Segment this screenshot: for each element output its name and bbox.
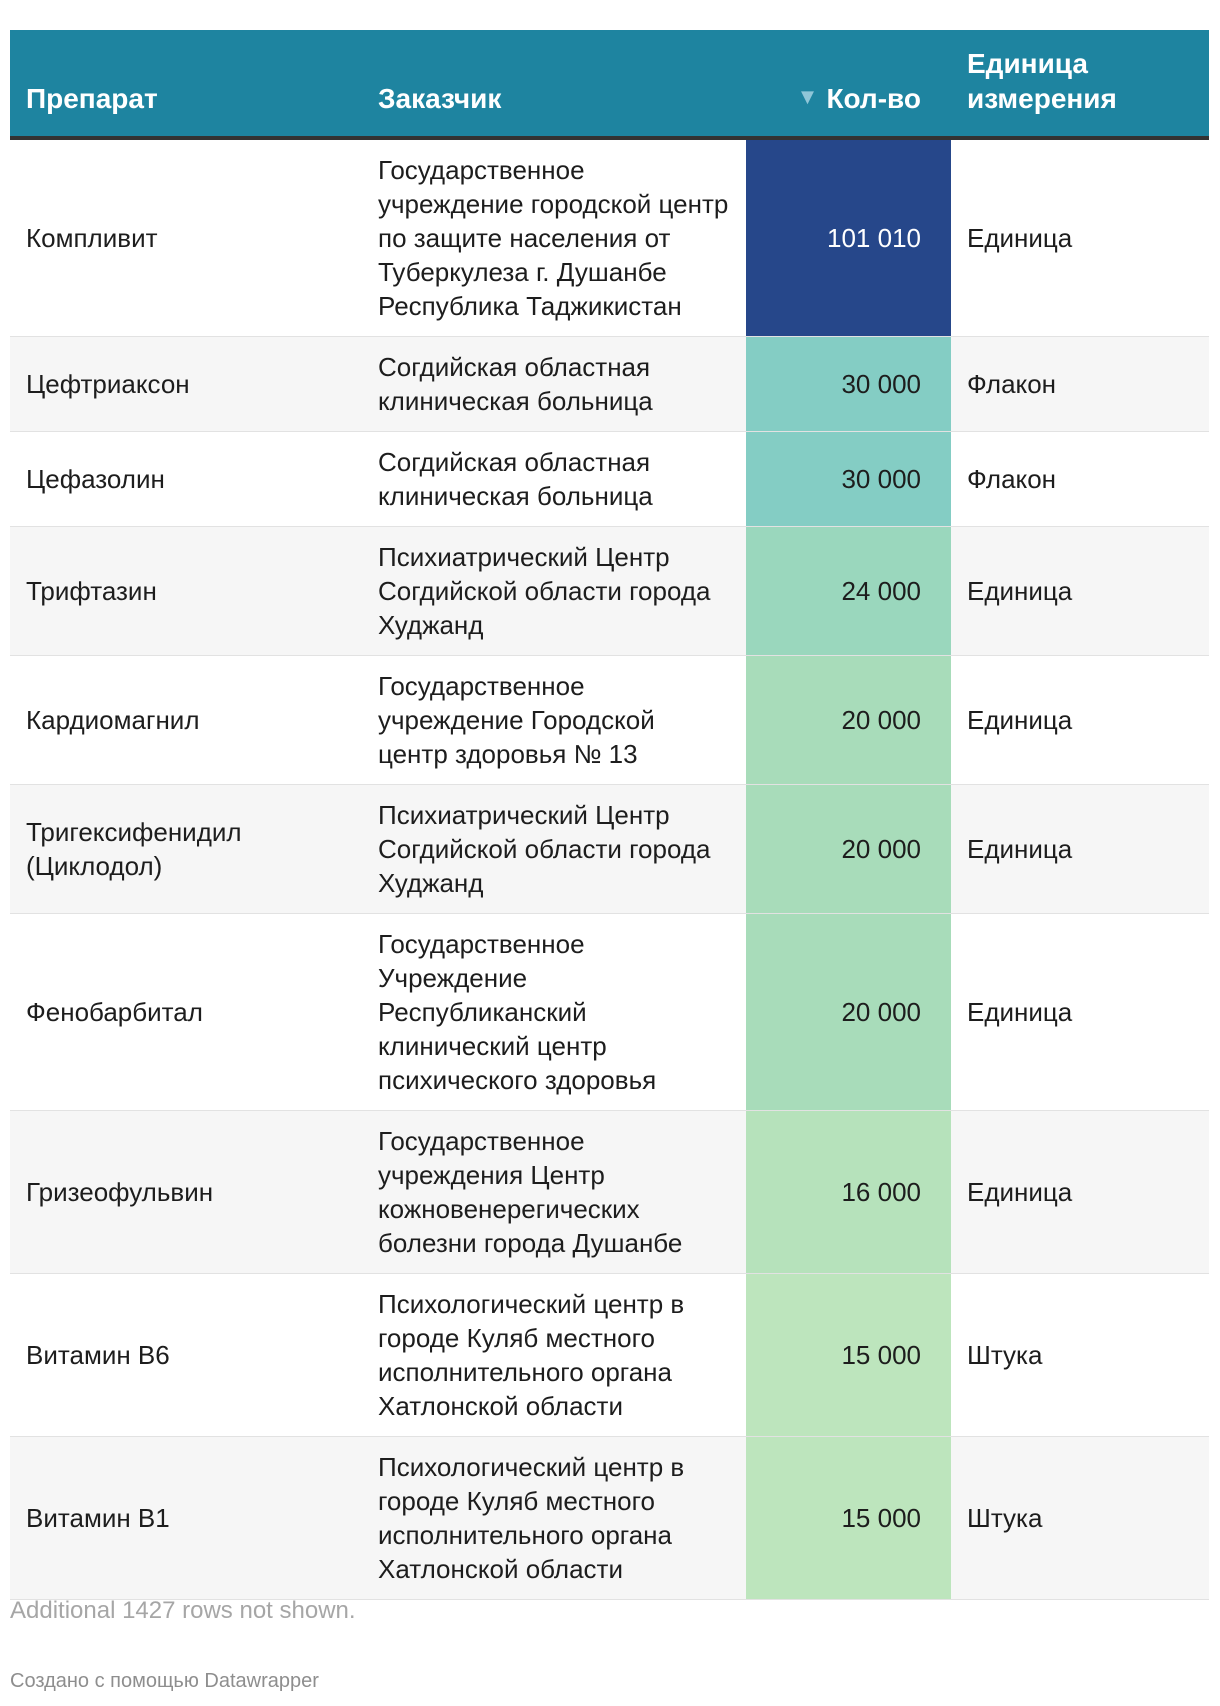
drug-cell: Кардиомагнил: [26, 705, 200, 735]
customer-cell: Психиатрический Центр Согдийской области города Худжанд: [378, 800, 711, 898]
quantity-cell: 30 000: [746, 432, 951, 526]
unit-cell: Единица: [967, 576, 1073, 606]
customer-cell: Государственное учреждения Центр кожновенерегических болезни города Душанбе: [378, 1126, 683, 1258]
customer-cell: Государственное Учреждение Республиканский клинический центр психического здоровья: [378, 929, 657, 1095]
customer-cell: Государственное учреждение Городской центр здоровья № 13: [378, 671, 655, 769]
unit-cell: Единица: [967, 997, 1073, 1027]
drug-cell: Цефтриаксон: [26, 369, 190, 399]
unit-cell: Единица: [967, 1177, 1073, 1207]
quantity-cell: 24 000: [746, 527, 951, 655]
table-row: [10, 914, 1209, 1111]
quantity-cell: 20 000: [746, 785, 951, 913]
column-header-customer[interactable]: [362, 30, 746, 136]
column-header-label: Кол-во: [826, 83, 921, 114]
table-row: [10, 140, 1209, 337]
column-header-qty[interactable]: [746, 30, 951, 136]
drug-cell: Цефазолин: [26, 464, 165, 494]
unit-cell: Флакон: [967, 369, 1057, 399]
drug-cell: Компливит: [26, 223, 158, 253]
unit-cell: Единица: [967, 834, 1073, 864]
table-row: [10, 1274, 1209, 1437]
table-row: [10, 337, 1209, 432]
table-row: [10, 1437, 1209, 1600]
drug-cell: Трифтазин: [26, 576, 157, 606]
column-header-label: Препарат: [26, 83, 158, 114]
quantity-cell: 20 000: [746, 656, 951, 784]
unit-cell: Единица: [967, 705, 1073, 735]
table-row: [10, 785, 1209, 914]
table-row: [10, 1111, 1209, 1274]
table-row: [10, 432, 1209, 527]
unit-cell: Штука: [967, 1503, 1043, 1533]
unit-cell: Флакон: [967, 464, 1057, 494]
quantity-cell: 16 000: [746, 1111, 951, 1273]
column-header-label: Единица измерения: [967, 48, 1117, 114]
drug-cell: Витамин B6: [26, 1340, 170, 1370]
column-header-drug[interactable]: [10, 30, 362, 136]
quantity-cell: 101 010: [746, 140, 951, 336]
drug-cell: Тригексифенидил (Циклодол): [26, 817, 242, 881]
table-header: [10, 30, 1209, 140]
customer-cell: Государственное учреждение городской центр по защите населения от Туберкулеза г. Душанбе Республика Таджикистан: [378, 155, 729, 321]
column-header-unit[interactable]: [951, 30, 1209, 136]
customer-cell: Психологический центр в городе Куляб местного исполнительного органа Хатлонской области: [378, 1289, 685, 1421]
quantity-cell: 15 000: [746, 1437, 951, 1599]
customer-cell: Согдийская областная клиническая больница: [378, 447, 653, 511]
table-row: [10, 656, 1209, 785]
customer-cell: Психологический центр в городе Куляб местного исполнительного органа Хатлонской области: [378, 1452, 685, 1584]
customer-cell: Психиатрический Центр Согдийской области города Худжанд: [378, 542, 711, 640]
sort-descending-icon: ▼: [796, 84, 819, 109]
rows-not-shown-note: Additional 1427 rows not shown.: [10, 1597, 356, 1624]
drug-cell: Витамин B1: [26, 1503, 170, 1533]
quantity-cell: 30 000: [746, 337, 951, 431]
table-row: [10, 527, 1209, 656]
unit-cell: Единица: [967, 223, 1073, 253]
drug-cell: Фенобарбитал: [26, 997, 203, 1027]
column-header-label: Заказчик: [378, 83, 502, 114]
data-table: [10, 30, 1209, 1600]
credit-link[interactable]: Создано с помощью Datawrapper: [10, 1670, 319, 1692]
customer-cell: Согдийская областная клиническая больница: [378, 352, 653, 416]
quantity-cell: 20 000: [746, 914, 951, 1110]
quantity-cell: 15 000: [746, 1274, 951, 1436]
drug-cell: Гризеофульвин: [26, 1177, 214, 1207]
table-body: [10, 140, 1209, 1600]
unit-cell: Штука: [967, 1340, 1043, 1370]
